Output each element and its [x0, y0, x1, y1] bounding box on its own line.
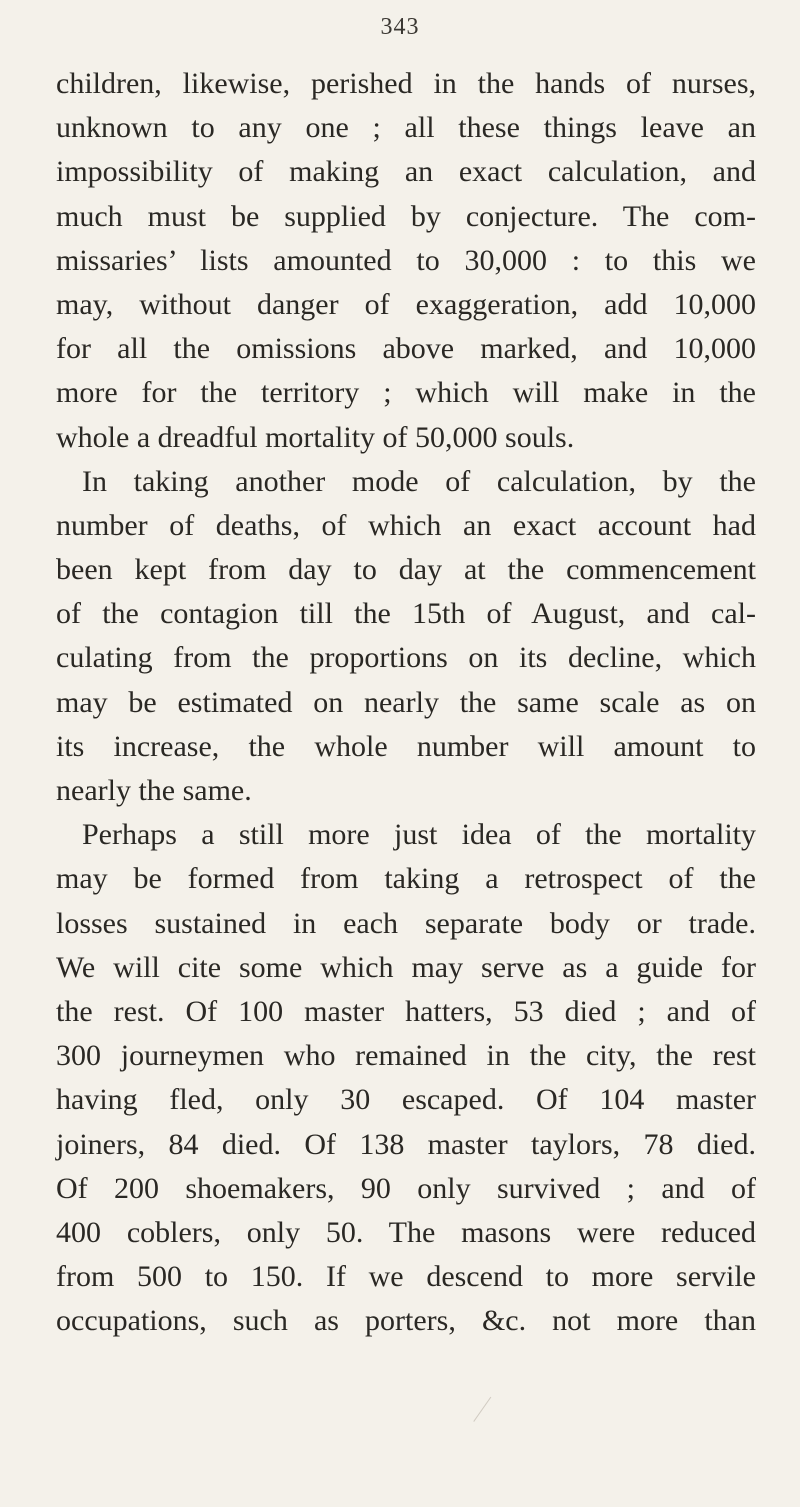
- text-line: unknown to any one ; all these things leave an: [56, 111, 756, 145]
- text-line: joiners, 84 died. Of 138 master taylors, 78 died.: [56, 1127, 756, 1161]
- text-line: of the contagion till the 15th of August, and cal-: [56, 597, 756, 631]
- text-line: much must be supplied by conjecture. The com-: [56, 199, 756, 233]
- text-line: the rest. Of 100 master hatters, 53 died ; and of: [56, 994, 756, 1028]
- text-line: whole a dreadful mortality of 50,000 souls.: [56, 420, 575, 454]
- text-line: Perhaps a still more just idea of the mortality: [82, 818, 756, 852]
- page-number: 343: [380, 14, 420, 40]
- text-line: number of deaths, of which an exact account had: [56, 508, 756, 542]
- text-line: may be estimated on nearly the same scale as on: [56, 685, 756, 719]
- text-line: nearly the same.: [56, 774, 252, 807]
- text-line: occupations, such as porters, &c. not more than: [56, 1304, 756, 1338]
- text-line: 300 journeymen who remained in the city, the rest: [56, 1039, 756, 1073]
- text-line: having fled, only 30 escaped. Of 104 master: [56, 1083, 756, 1117]
- text-line: its increase, the whole number will amount to: [56, 729, 756, 763]
- text-line: 400 coblers, only 50. The masons were reduced: [56, 1215, 756, 1249]
- text-line: from 500 to 150. If we descend to more servile: [56, 1260, 756, 1294]
- text-line: losses sustained in each separate body or trade.: [56, 906, 756, 940]
- paper-blemish: [473, 1397, 507, 1434]
- text-line: In taking another mode of calculation, by the: [82, 464, 756, 498]
- text-line: We will cite some which may serve as a guide for: [56, 950, 756, 984]
- text-line: for all the omissions above marked, and 10,000: [56, 332, 756, 366]
- text-line: been kept from day to day at the commencement: [56, 553, 756, 587]
- text-line: Of 200 shoemakers, 90 only survived ; and of: [56, 1171, 756, 1205]
- text-line: missaries’ lists amounted to 30,000 : to this we: [56, 243, 756, 277]
- body-text: [56, 62, 756, 1343]
- text-line: culating from the proportions on its decline, which: [56, 641, 756, 675]
- text-line: impossibility of making an exact calculation, and: [56, 155, 756, 189]
- text-line: may be formed from taking a retrospect of the: [56, 862, 756, 896]
- text-line: children, likewise, perished in the hands of nurses,: [56, 67, 756, 100]
- text-line: more for the territory ; which will make in the: [56, 376, 756, 410]
- text-line: may, without danger of exaggeration, add 10,000: [56, 287, 756, 321]
